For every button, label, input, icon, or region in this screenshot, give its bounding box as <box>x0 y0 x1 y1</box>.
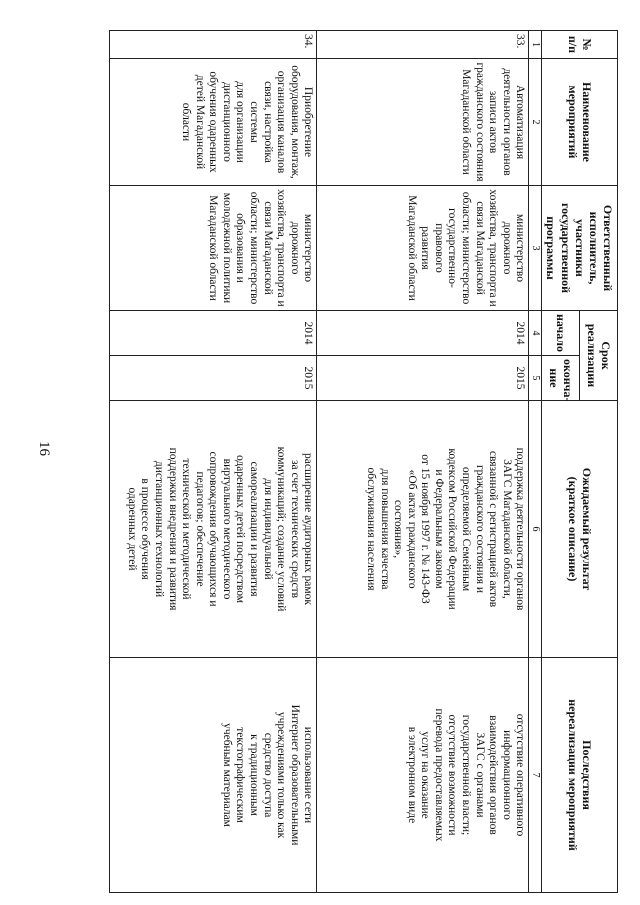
row-name: Приобретение оборудования, монтаж, организация каналов связи, настройка системы для организации дистанционного обучения одаренных детей Магаданской области <box>109 59 316 186</box>
column-number: 4 <box>529 311 542 356</box>
row-consequence: использование сети Интернет образовательными учреждениями только как средство доступа к традиционным текстографическим учебным материалам <box>109 658 316 893</box>
measures-table <box>109 30 618 893</box>
header-result: Ожидаемый результат (краткое описание) <box>542 401 618 658</box>
header-start: начало <box>542 311 580 356</box>
row-result: расширение аудиторных рамок за счет технических средств коммуникаций; создание условий для индивидуальной самореализации и развития одаренных детей посредством виртуального методического сопровождения обучающихся и педагогов; обеспечение технической и методической поддержки внедрения и развития дистанционных технологий в процессе обучения одаренных детей <box>109 401 316 658</box>
header-name: Наименование мероприятий <box>542 59 618 186</box>
row-end: 2015 <box>317 356 529 401</box>
row-start: 2014 <box>109 311 316 356</box>
column-number: 2 <box>529 59 542 186</box>
row-end: 2015 <box>109 356 316 401</box>
header-executor: Ответственный исполнитель, участники государственной программы <box>542 186 618 311</box>
header-consequence: Последствия нереализации мероприятий <box>542 658 618 893</box>
header-end: оконча- ние <box>542 356 580 401</box>
row-executor: министерство дорожного хозяйства, транспорта и связи Магаданской области; министерство государственно-правового развития Магаданской области <box>317 186 529 311</box>
row-start: 2014 <box>317 311 529 356</box>
column-number: 3 <box>529 186 542 311</box>
table-stage <box>118 30 618 892</box>
column-number-row <box>529 31 542 893</box>
header-num: № п/п <box>542 31 618 59</box>
column-number: 6 <box>529 401 542 658</box>
rotated-table-wrapper <box>118 30 618 892</box>
table-row <box>109 31 316 893</box>
column-number: 5 <box>529 356 542 401</box>
row-name: Автоматизация деятельности органов записи актов гражданского состояния Магаданской области <box>317 59 529 186</box>
table-row <box>317 31 529 893</box>
row-num: 33. <box>317 31 529 59</box>
header-period: Срок реализации <box>580 311 618 401</box>
column-number: 7 <box>529 658 542 893</box>
row-num: 34. <box>109 31 316 59</box>
page-number: 16 <box>36 441 52 456</box>
row-executor: министерство дорожного хозяйства, транспорта и связи Магаданской области; министерство образования и молодежной политики Магаданской области <box>109 186 316 311</box>
row-result: поддержка деятельности органов ЗАГС Магаданской области, связанной с регистрацией актов гражданского состояния и определяемой Семейным кодексом Российской Федерации и Федеральным законом от 15 ноября 1997 г. № 143-ФЗ «Об актах гражданского состояния», для повышения качества обслуживания населения <box>317 401 529 658</box>
row-consequence: отсутствие оперативного информационного взаимодействия органов ЗАГС с органами государственной власти; отсутствие возможности перевода предоставляемых услуг на оказание в электронном виде <box>317 658 529 893</box>
header-row <box>580 31 618 893</box>
column-number: 1 <box>529 31 542 59</box>
